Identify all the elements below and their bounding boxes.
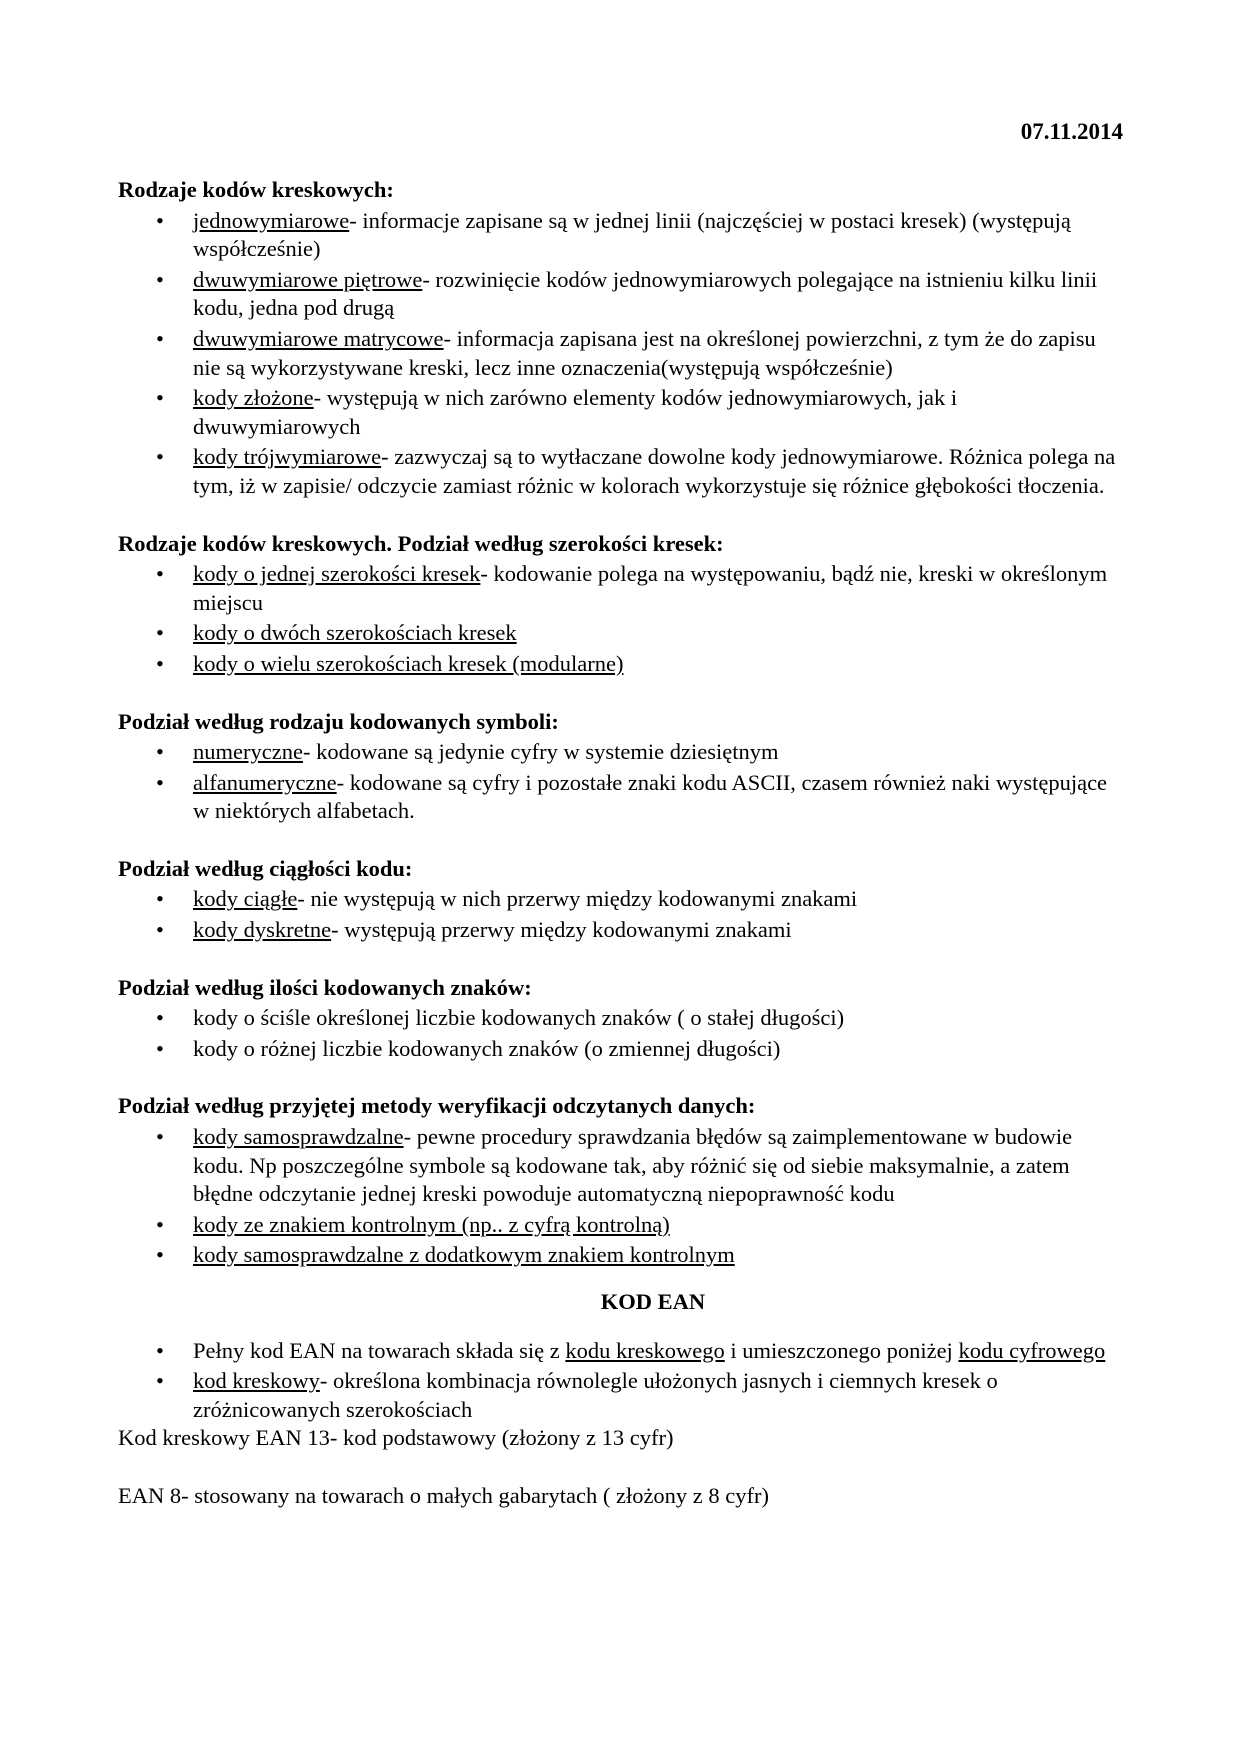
list-item <box>118 885 1128 914</box>
list-item <box>118 384 1128 441</box>
list-item-text: - informacje zapisane są w jednej linii (najczęściej w postaci kresek) (występują współcześnie) <box>193 207 1071 262</box>
list-item-term: kody o dwóch szerokościach kresek <box>193 620 517 646</box>
document-date: 07.11.2014 <box>1020 119 1123 144</box>
bullet-list <box>118 1004 1128 1063</box>
list-item-term: kody o wielu szerokościach kresek (modularne) <box>193 650 624 676</box>
list-item-text: i umieszczonego poniżej <box>724 1337 959 1363</box>
section-heading: Rodzaje kodów kreskowych: <box>118 177 394 202</box>
list-item-term: dwuwymiarowe piętrowe <box>193 266 423 292</box>
list-item <box>118 619 1128 648</box>
bullet-icon: • <box>156 207 164 233</box>
bullet-list <box>118 560 1128 678</box>
bullet-list <box>118 207 1128 501</box>
list-item <box>118 650 1128 679</box>
spacer <box>118 1063 1128 1092</box>
list-item-term: kody ciągłe <box>193 886 298 912</box>
bullet-icon: • <box>156 769 164 795</box>
list-item <box>118 325 1128 382</box>
bullet-icon: • <box>156 266 164 292</box>
list-item <box>118 207 1128 264</box>
list-item-text: - występują przerwy między kodowanymi znakami <box>331 917 792 943</box>
spacer <box>118 1317 1128 1335</box>
bullet-icon: • <box>156 1337 164 1363</box>
list-item-text: - nie występują w nich przerwy między kodowanymi znakami <box>297 886 858 912</box>
document-content <box>118 176 1128 1511</box>
list-item-text: - kodowane są jedynie cyfry w systemie dziesiętnym <box>302 739 779 765</box>
list-item-text: kody o ściśle określonej liczbie kodowanych znaków ( o stałej długości) <box>193 1005 845 1031</box>
list-item-text: - określona kombinacja równolegle ułożonych jasnych i ciemnych kresek o zróżnicowanych szerokościach <box>193 1368 998 1422</box>
list-item <box>118 1035 1128 1064</box>
list-item-text: - informacja zapisana jest na określonej powierzchni, z tym że do zapisu nie są wykorzystywane kreski, lecz inne oznaczenia(występują współcześnie) <box>193 325 1096 380</box>
list-item-text: - pewne procedury sprawdzania błędów są zaimplementowane w budowie kodu. Np poszczególne symbole są kodowane tak, aby różnić się od siebie maksymalnie, a zatem błędne odczytanie jednej kreski powoduje automatyczną niepoprawność kodu <box>193 1124 1073 1207</box>
bullet-icon: • <box>156 917 164 943</box>
list-item <box>118 916 1128 945</box>
bullet-icon: • <box>156 1211 164 1237</box>
list-item-term: kod kreskowy <box>193 1368 320 1394</box>
list-item-text: - kodowane są cyfry i pozostałe znaki kodu ASCII, czasem również naki występujące w niektórych alfabetach. <box>193 769 1108 824</box>
list-item-term: kodu kreskowego <box>565 1337 725 1363</box>
spacer <box>118 826 1128 855</box>
list-item <box>118 1123 1128 1209</box>
bullet-icon: • <box>156 620 164 646</box>
section-heading: Podział według ciągłości kodu: <box>118 855 413 881</box>
bullet-icon: • <box>156 1035 164 1061</box>
list-item-term: kody o jednej szerokości kresek <box>193 561 481 587</box>
section-heading: Podział według rodzaju kodowanych symboli: <box>118 708 559 734</box>
spacer <box>118 679 1128 708</box>
section-heading: Podział według przyjętej metody weryfikacji odczytanych danych: <box>118 1093 756 1119</box>
list-item-text: - zazwyczaj są to wytłaczane dowolne kody jednowymiarowe. Różnica polega na tym, iż w zapisie/ odczycie zamiast różnic w kolorach wykorzystuje się różnice głębokości tłoczenia. <box>193 444 1116 498</box>
bullet-icon: • <box>156 1368 164 1394</box>
list-item-text: Pełny kod EAN na towarach składa się z <box>193 1337 566 1363</box>
list-item-text: - rozwinięcie kodów jednowymiarowych polegające na istnieniu kilku linii kodu, jedna pod drugą <box>193 266 1098 321</box>
list-item <box>118 266 1128 323</box>
bullet-icon: • <box>156 739 164 765</box>
list-item-text: kody o różnej liczbie kodowanych znaków (o zmiennej długości) <box>193 1035 781 1061</box>
list-item-term: alfanumeryczne <box>193 769 337 795</box>
bullet-list <box>118 1123 1128 1270</box>
ean13-line: Kod kreskowy EAN 13- kod podstawowy (złożony z 13 cyfr) <box>118 1425 674 1451</box>
list-item-term: dwuwymiarowe matrycowe <box>193 325 444 351</box>
list-item <box>118 738 1128 767</box>
bullet-list <box>118 1337 1128 1425</box>
bullet-icon: • <box>156 385 164 411</box>
list-item-text: - kodowanie polega na występowaniu, bądź nie, kreski w określonym miejscu <box>193 561 1108 615</box>
spacer <box>118 501 1128 530</box>
spacer <box>118 1453 1128 1482</box>
list-item <box>118 560 1128 617</box>
list-item <box>118 443 1128 500</box>
bullet-icon: • <box>156 1124 164 1150</box>
bullet-icon: • <box>156 1005 164 1031</box>
bullet-icon: • <box>156 325 164 351</box>
list-item <box>118 1367 1128 1424</box>
list-item-term: kodu cyfrowego <box>958 1337 1106 1363</box>
bullet-list <box>118 738 1128 826</box>
bullet-list <box>118 885 1128 944</box>
list-item <box>118 1337 1128 1366</box>
list-item <box>118 1241 1128 1270</box>
list-item <box>118 769 1128 826</box>
bullet-icon: • <box>156 1242 164 1268</box>
bullet-icon: • <box>156 650 164 676</box>
spacer <box>118 1270 1128 1288</box>
list-item-term: numeryczne <box>193 739 303 765</box>
list-item <box>118 1211 1128 1240</box>
list-item-term: kody samosprawdzalne z dodatkowym znakiem kontrolnym <box>193 1242 735 1268</box>
list-item-term: kody samosprawdzalne <box>193 1124 404 1150</box>
list-item-term: kody ze znakiem kontrolnym (np.. z cyfrą kontrolną) <box>193 1211 670 1237</box>
list-item-text: - występują w nich zarówno elementy kodów jednowymiarowych, jak i dwuwymiarowych <box>193 385 958 439</box>
list-item <box>118 1004 1128 1033</box>
ean8-line: EAN 8- stosowany na towarach o małych gabarytach ( złożony z 8 cyfr) <box>118 1482 770 1508</box>
spacer <box>118 945 1128 974</box>
list-item-term: kody złożone <box>193 385 314 411</box>
bullet-icon: • <box>156 561 164 587</box>
section-heading: Rodzaje kodów kreskowych. Podział według szerokości kresek: <box>118 530 724 556</box>
bullet-icon: • <box>156 886 164 912</box>
bullet-icon: • <box>156 444 164 470</box>
list-item-term: jednowymiarowe <box>193 207 350 233</box>
section-heading: Podział według ilości kodowanych znaków: <box>118 974 532 1000</box>
ean-heading: KOD EAN <box>600 1289 706 1314</box>
list-item-term: kody dyskretne <box>193 917 332 943</box>
list-item-term: kody trójwymiarowe <box>193 444 382 470</box>
